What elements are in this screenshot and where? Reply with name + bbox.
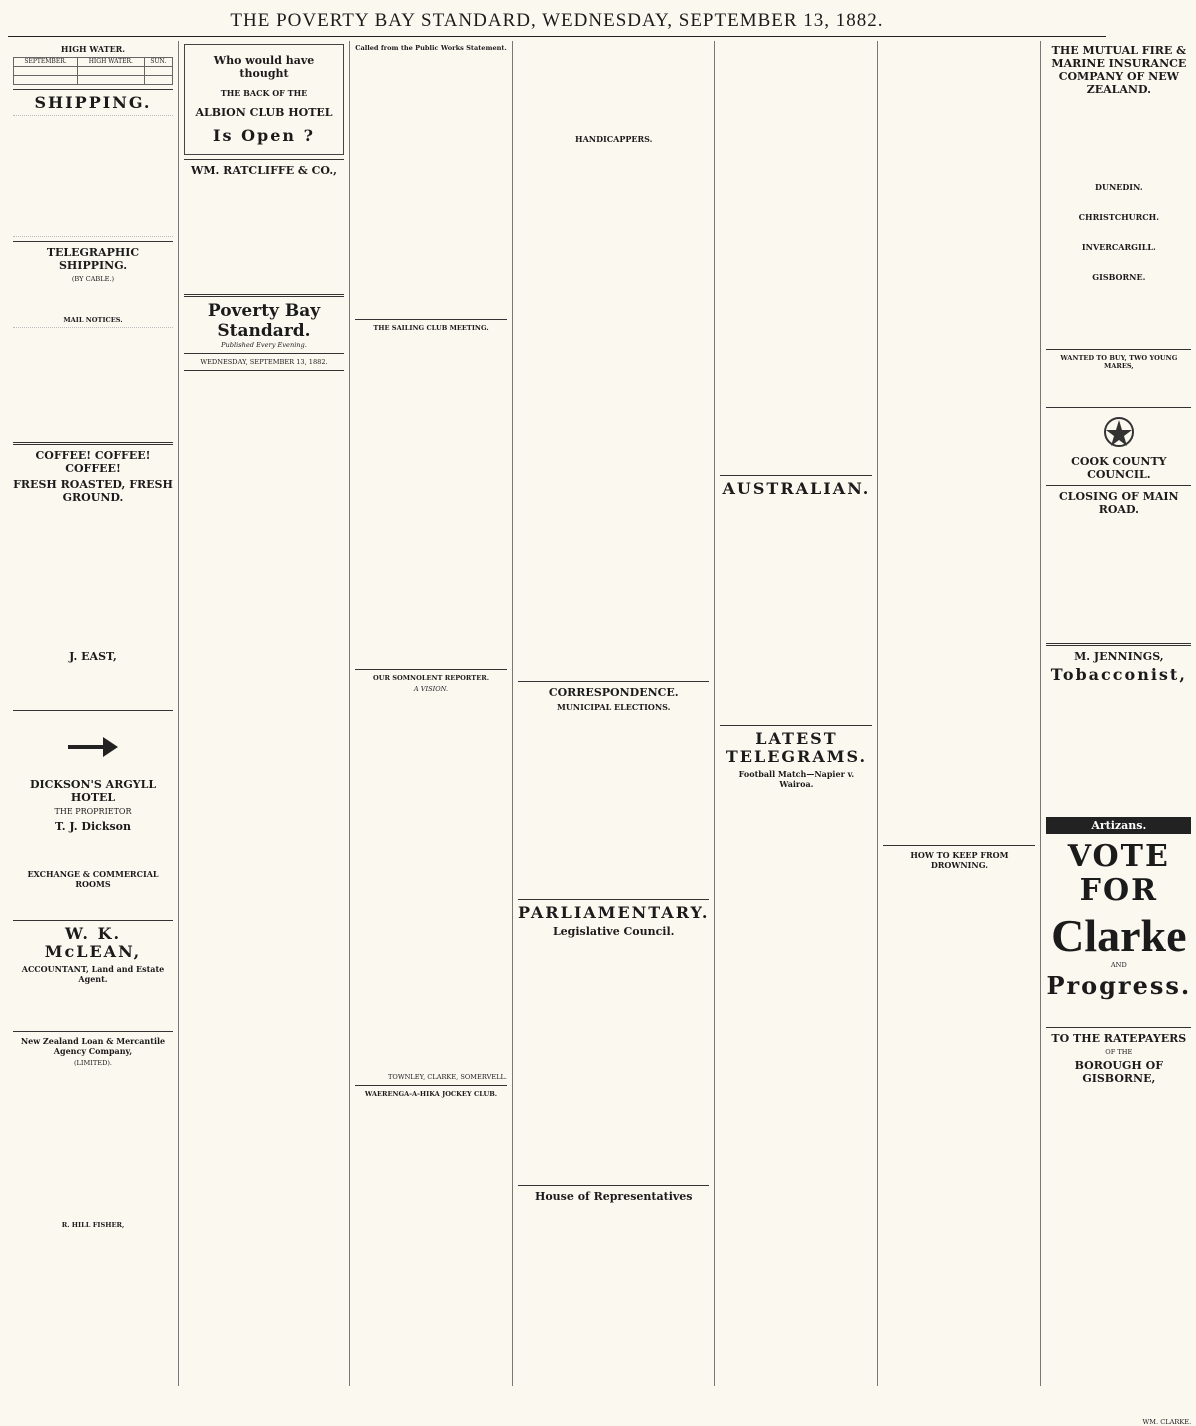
hill-fisher: R. HILL FISHER, [61, 1220, 125, 1229]
shipping-heading: SHIPPING. [34, 93, 152, 113]
jockey-club: WAERENGA-A-HIKA JOCKEY CLUB. [364, 1090, 498, 1099]
closing-road: CLOSING OF MAIN ROAD. [1059, 490, 1179, 517]
municipal-elections: MUNICIPAL ELECTIONS. [556, 702, 671, 712]
is-open: Is Open ? [213, 126, 315, 145]
vision: A VISION. [413, 685, 449, 694]
tj-dickson: T. J. Dickson [54, 820, 131, 834]
crest-icon [1046, 412, 1191, 452]
ratcliffe: WM. RATCLIFFE & CO., [190, 164, 338, 177]
signoff: TOWNLEY, CLARKE, SOMERVELL. [388, 1073, 507, 1082]
exchange-rooms: EXCHANGE & COMMERCIAL ROOMS [27, 869, 159, 890]
sailing-club: THE SAILING CLUB MEETING. [373, 324, 489, 333]
issue-date: WEDNESDAY, SEPTEMBER 13, 1882. [200, 358, 328, 367]
dickson-hotel: DICKSON'S ARGYLL HOTEL [29, 778, 157, 805]
australian: AUSTRALIAN. [722, 479, 871, 498]
wanted: WANTED TO BUY, TWO YOUNG MARES, [1060, 354, 1178, 371]
gisborne: GISBORNE. [1092, 272, 1146, 282]
tide-col-water: HIGH WATER. [78, 58, 145, 67]
invercargill: INVERCARGILL. [1081, 242, 1156, 252]
masthead: THE POVERTY BAY STANDARD, WEDNESDAY, SEPTEMBER 13, 1882. [8, 8, 1106, 37]
hand-pointer-icon [13, 715, 173, 775]
column-1 [8, 41, 179, 1386]
correspondence: CORRESPONDENCE. [548, 686, 679, 699]
tide-title: HIGH WATER. [60, 44, 126, 54]
parliamentary: PARLIAMENTARY. [518, 903, 710, 922]
progress: Progress. [1046, 971, 1192, 1001]
limited: (LIMITED). [73, 1059, 113, 1068]
somnolent-reporter: OUR SOMNOLENT REPORTER. [372, 674, 489, 683]
who-would: Who would have thought [213, 54, 315, 80]
signature: WM. CLARKE. [1142, 1418, 1192, 1426]
column-2 [179, 41, 350, 1386]
latest-telegrams: LATEST TELEGRAMS. [725, 729, 868, 766]
column-7 [1041, 41, 1196, 1426]
accountant: ACCOUNTANT, Land and Estate Agent. [21, 964, 165, 985]
jennings: M. JENNINGS, [1074, 650, 1164, 664]
legislative-council: Legislative Council. [552, 925, 675, 938]
nz-loan: New Zealand Loan & Mercantile Agency Company, [20, 1036, 166, 1057]
christchurch: CHRISTCHURCH. [1078, 212, 1159, 222]
of-the: OF THE [1105, 1048, 1133, 1057]
clarke: Clarke [1051, 910, 1187, 962]
and: AND [1110, 961, 1127, 970]
fresh-ground: FRESH ROASTED, FRESH GROUND. [13, 478, 173, 505]
vote-for: VOTE FOR [1067, 839, 1170, 909]
standard-title: Poverty Bay Standard. [207, 301, 321, 341]
wk-mclean: W. K. McLEAN, [44, 924, 142, 962]
works-statement: Called from the Public Works Statement. [355, 44, 507, 52]
artizans: Artizans. [1046, 817, 1191, 834]
drowning: HOW TO KEEP FROM DROWNING. [910, 850, 1009, 870]
j-east: J. EAST, [69, 650, 117, 664]
cook-county: COOK COUNTY COUNCIL. [1071, 455, 1167, 482]
column-6 [878, 41, 1041, 1386]
football-match: Football Match—Napier v. Wairoa. [738, 769, 855, 789]
tide-col-sun: SUN. [144, 58, 172, 67]
dunedin: DUNEDIN. [1095, 182, 1143, 192]
tobacconist: Tobacconist, [1050, 665, 1187, 685]
published: Published Every Evening. [221, 341, 307, 349]
tide-col-month: SEPTEMBER. [14, 58, 78, 67]
back-of: THE BACK OF THE [220, 88, 308, 98]
column-5 [715, 41, 878, 1386]
column-4 [513, 41, 715, 1386]
house-reps: House of Representatives [534, 1190, 693, 1203]
handicappers: HANDICAPPERS. [575, 134, 653, 144]
proprietor: THE PROPRIETOR [54, 807, 132, 817]
albion-hotel: ALBION CLUB HOTEL [195, 106, 333, 119]
tide-table [13, 57, 173, 85]
coffee-heading: COFFEE! COFFEE! COFFEE! [35, 449, 151, 476]
telegraphic-heading: TELEGRAPHIC SHIPPING. [46, 246, 140, 273]
borough: BOROUGH OF GISBORNE, [1074, 1059, 1164, 1086]
ratepayers: TO THE RATEPAYERS [1051, 1032, 1187, 1046]
column-3 [350, 41, 513, 1386]
newspaper-page [8, 8, 1192, 1426]
mail-notices: MAIL NOTICES. [63, 316, 123, 325]
mutual-fire: THE MUTUAL FIRE & MARINE INSURANCE COMPANY OF NEW ZEALAND. [1051, 44, 1187, 96]
by-cable: (BY CABLE.) [71, 275, 115, 284]
